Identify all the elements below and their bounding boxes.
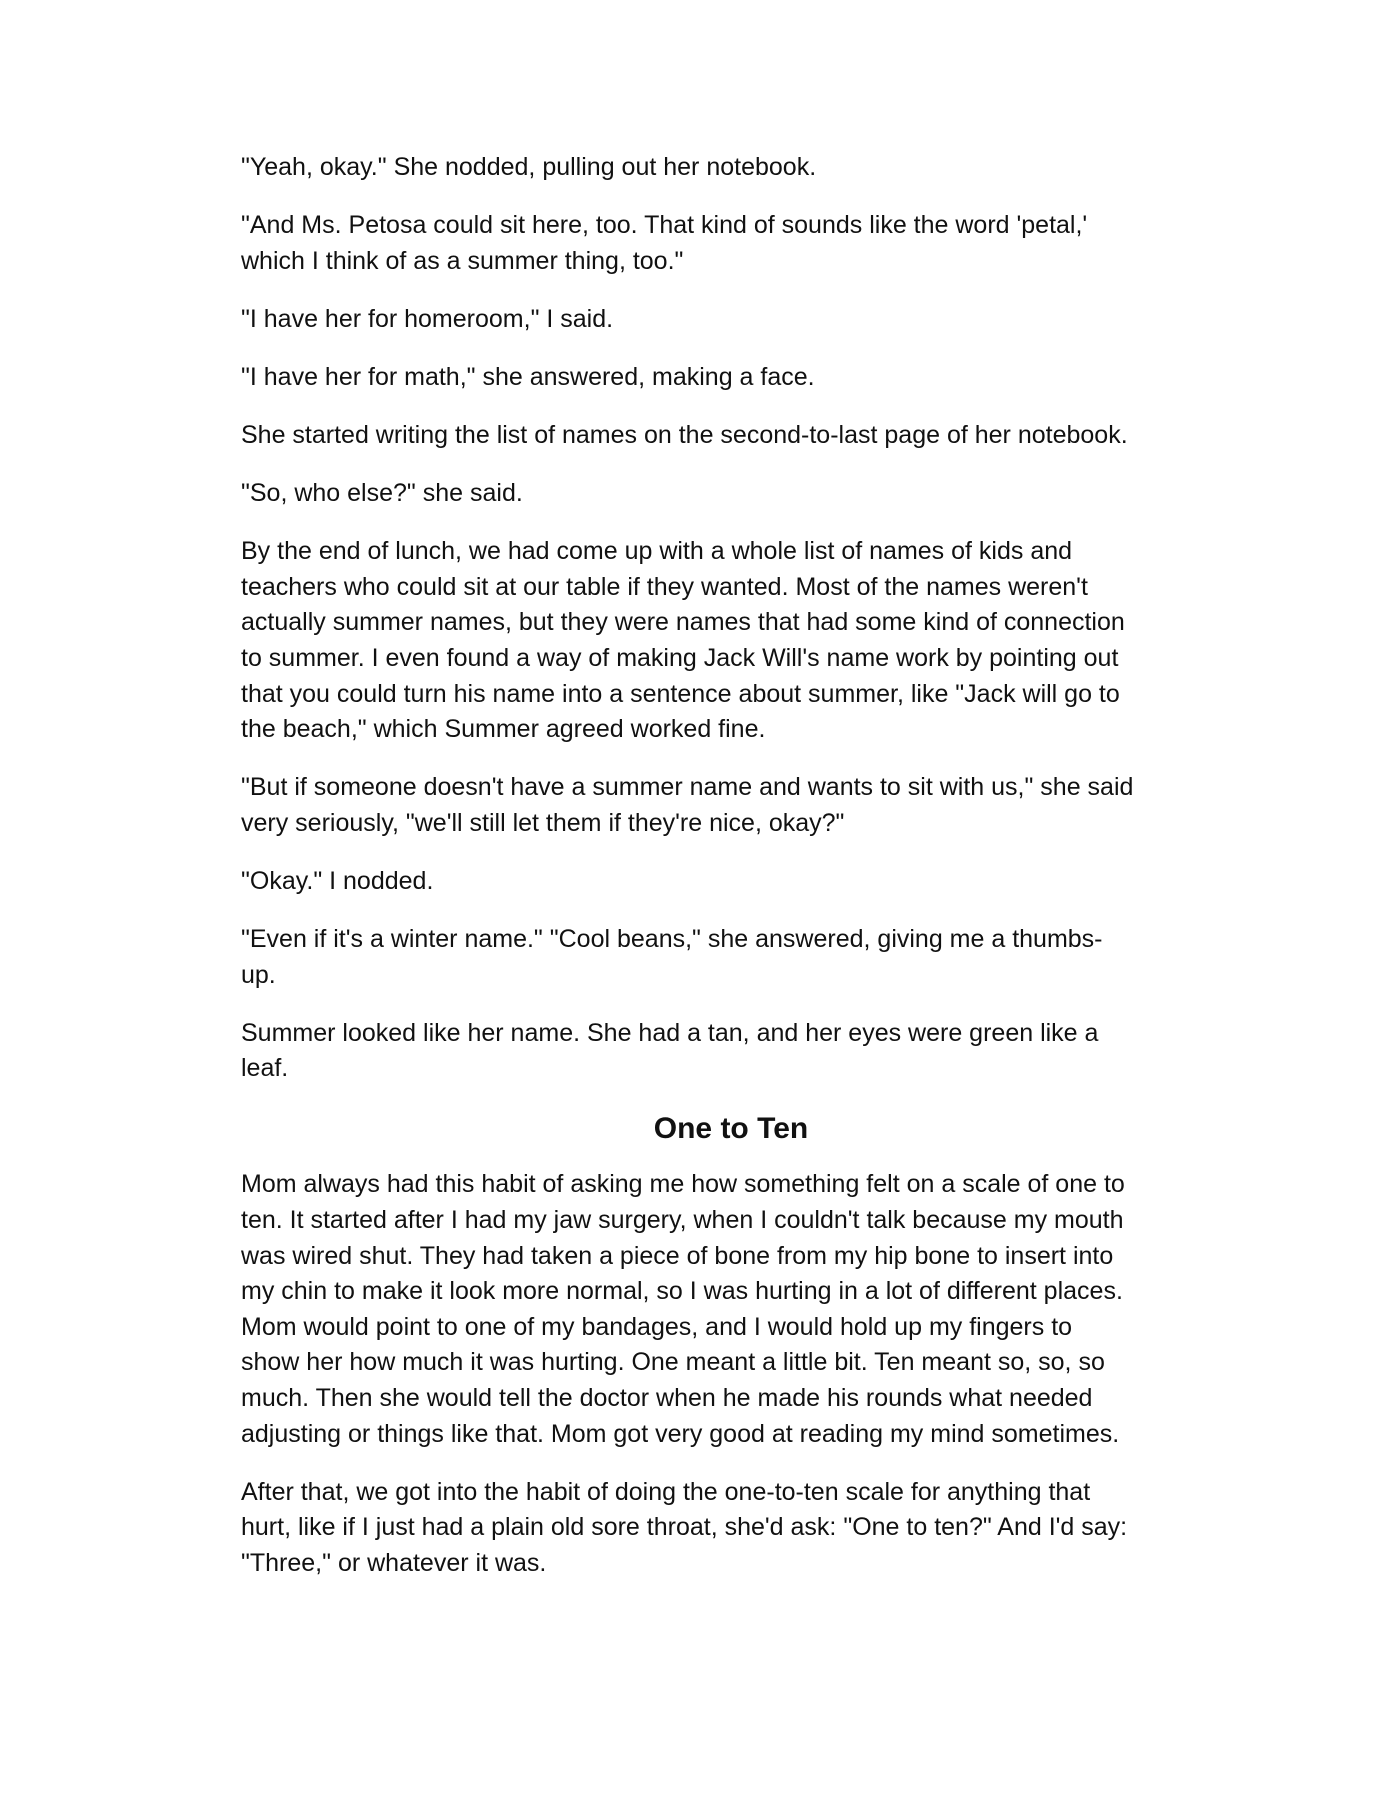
chapter-heading: One to Ten	[653, 1112, 809, 1146]
paragraph: "So, who else?" she said.	[241, 479, 523, 508]
paragraph: By the end of lunch, we had come up with a whole list of names of kids and teachers who could sit at our table if they wanted. Most of the names weren't actually summer names, but they were names that had some kind of connection to summer. I even found a way of making Jack Will's name work by pointing out that you could turn his name into a sentence about summer, like "Jack will go to the beach," which Summer agreed worked fine.	[241, 537, 1125, 744]
paragraph: After that, we got into the habit of doing the one-to-ten scale for anything that hurt, like if I just had a plain old sore throat, she'd ask: "One to ten?" And I'd say: "Three," or whatever it was.	[241, 1477, 1128, 1577]
paragraph: "I have her for math," she answered, making a face.	[241, 362, 815, 391]
paragraph: Summer looked like her name. She had a tan, and her eyes were green like a leaf.	[241, 1018, 1099, 1083]
paragraph: "Okay." I nodded.	[241, 866, 434, 895]
document-page	[241, 150, 1221, 1604]
paragraph: "I have her for homeroom," I said.	[241, 304, 614, 333]
paragraph: "Even if it's a winter name." "Cool beans," she answered, giving me a thumbs- up.	[241, 925, 1103, 989]
paragraph: "And Ms. Petosa could sit here, too. That kind of sounds like the word 'petal,' which I think of as a summer thing, too."	[241, 211, 1088, 275]
paragraph: "But if someone doesn't have a summer name and wants to sit with us," she said very seriously, "we'll still let them if they're nice, okay?"	[241, 773, 1134, 837]
paragraph: Mom always had this habit of asking me how something felt on a scale of one to ten. It started after I had my jaw surgery, when I couldn't talk because my mouth was wired shut. They had taken a piece of bone from my hip bone to insert into my chin to make it look more normal, so I was hurting in a lot of different places. Mom would point to one of my bandages, and I would hold up my fingers to show her how much it was hurting. One meant a little bit. Ten meant so, so, so much. Then she would tell the doctor when he made his rounds what needed adjusting or things like that. Mom got very good at reading my mind sometimes.	[241, 1170, 1125, 1448]
paragraph: "Yeah, okay." She nodded, pulling out her notebook.	[241, 153, 817, 181]
paragraph: She started writing the list of names on the second-to-last page of her notebook.	[241, 420, 1128, 449]
